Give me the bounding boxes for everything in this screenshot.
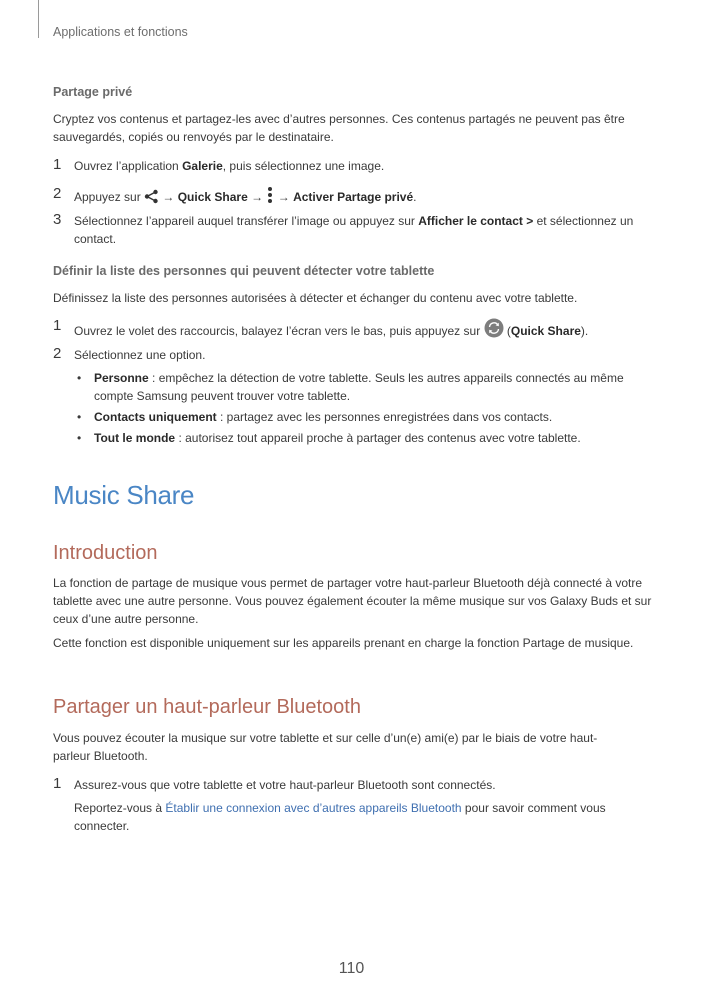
bluetooth-step-1: 1 Assurez-vous que votre tablette et votre haut-parleur Bluetooth sont connectés. Reportez-vous à Établir une connexion avec d’autres appareils Bluetooth pour savoir comment vous connecter. bbox=[53, 775, 606, 833]
step-number: 2 bbox=[53, 345, 62, 362]
list-item: • Personne : empêchez la détection de votre tablette. Seuls les autres appareils connectés au même compte Samsung peuvent trouver votre tablette. bbox=[77, 371, 624, 403]
step-number: 1 bbox=[53, 775, 62, 792]
bluetooth-speaker-intro: Vous pouvez écouter la musique sur votre tablette et sur celle d’un(e) ami(e) par le biais de votre haut-parleur Bluetooth. bbox=[53, 731, 598, 763]
private-share-intro: Cryptez vos contenus et partagez-les avec d’autres personnes. Ces contenus partagés ne peuvent pas être sauvegardés, copiés ou renvoyés par le destinataire. bbox=[53, 112, 625, 144]
bluetooth-speaker-title: Partager un haut-parleur Bluetooth bbox=[53, 696, 361, 718]
step-number: 2 bbox=[53, 185, 62, 202]
visibility-step-2: 2 Sélectionnez une option. bbox=[53, 345, 206, 362]
introduction-title: Introduction bbox=[53, 542, 158, 564]
quick-share-icon bbox=[484, 318, 504, 343]
running-header: Applications et fonctions bbox=[53, 25, 188, 39]
visibility-intro: Définissez la liste des personnes autorisées à détecter et échanger du contenu avec votre tablette. bbox=[53, 291, 578, 305]
private-share-title: Partage privé bbox=[53, 85, 133, 99]
private-share-step-1: 1 Ouvrez l’application Galerie, puis sélectionnez une image. bbox=[53, 156, 385, 173]
visibility-title: Définir la liste des personnes qui peuvent détecter votre tablette bbox=[53, 264, 435, 278]
visibility-step-1: 1 Ouvrez le volet des raccourcis, balayez l’écran vers le bas, puis appuyez sur (Quick Share). bbox=[53, 318, 653, 343]
private-share-step-3: 3 Sélectionnez l’appareil auquel transférer l’image ou appuyez sur Afficher le contact > et sélectionnez un contact. bbox=[53, 211, 634, 246]
introduction-paragraph-1: La fonction de partage de musique vous permet de partager votre haut-parleur Bluetooth déjà connecté à votre tablette avec une autre personne. Vous pouvez également écouter la même musique sur vos Galaxy Buds et sur ceux d’une autre personne. bbox=[53, 576, 652, 626]
share-icon bbox=[144, 189, 159, 209]
private-share-step-2: 2 Appuyez sur → Quick Share → → Activer Partage privé. bbox=[53, 186, 653, 209]
visibility-options bbox=[74, 369, 654, 450]
step-number: 1 bbox=[53, 317, 62, 334]
step-number: 1 bbox=[53, 156, 62, 173]
list-item: • Contacts uniquement : partagez avec les personnes enregistrées dans vos contacts. bbox=[77, 410, 553, 424]
introduction-paragraph-2: Cette fonction est disponible uniquement sur les appareils prenant en charge la fonction Partage de musique. bbox=[53, 636, 634, 650]
galerie-label: Galerie bbox=[182, 159, 223, 173]
music-share-title: Music Share bbox=[53, 480, 195, 510]
header-rule bbox=[38, 0, 39, 38]
list-item: • Tout le monde : autorisez tout appareil proche à partager des contenus avec votre tablette. bbox=[77, 431, 581, 445]
chevron-right-icon: > bbox=[522, 214, 537, 228]
step-number: 3 bbox=[53, 211, 62, 228]
page-number: 110 bbox=[338, 960, 365, 977]
bluetooth-connection-link[interactable]: Établir une connexion avec d’autres appareils Bluetooth bbox=[165, 801, 462, 815]
